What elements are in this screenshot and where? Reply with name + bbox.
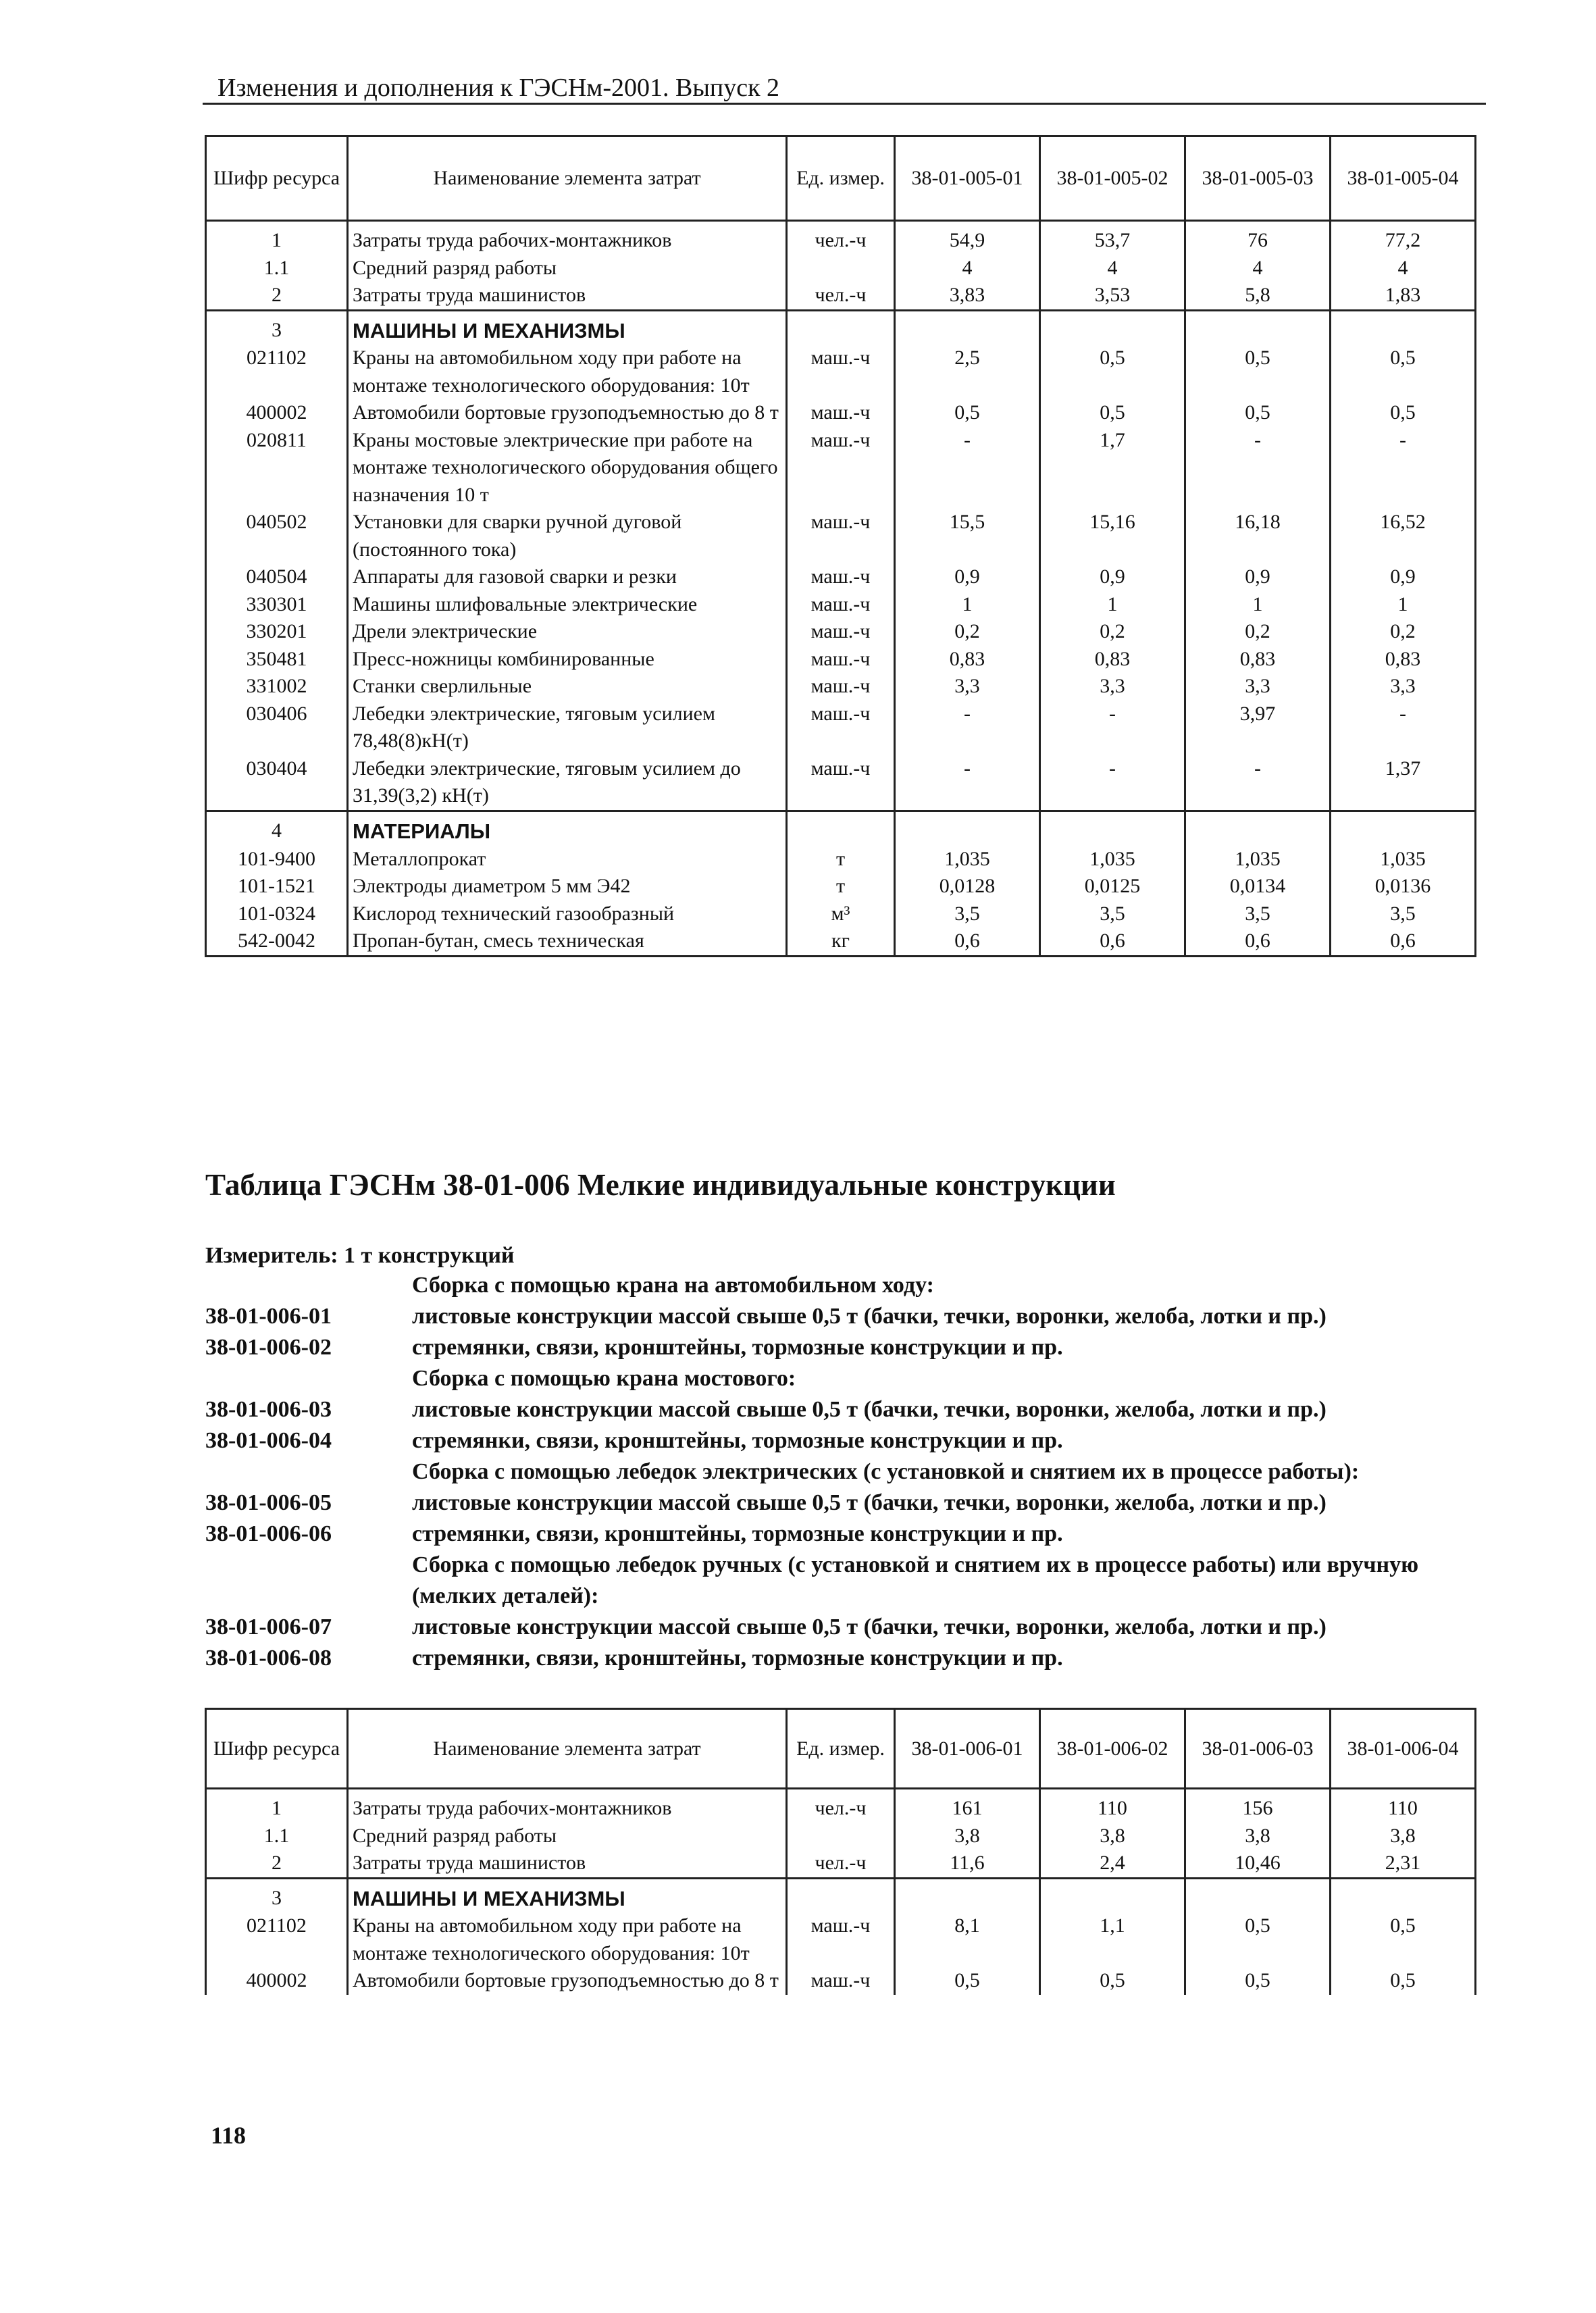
norm-value: 15,16 [1040,509,1185,563]
spec-item [205,1488,1475,1519]
norm-value: 3,3 [1040,673,1185,701]
spec-text: листовые конструкции массой свыше 0,5 т (бачки, течки, воронки, желоба, лотки и пр.) [412,1304,1327,1329]
spec-group-heading [205,1363,1475,1394]
norm-value [1040,1878,1185,1912]
measure-unit: Измеритель: 1 т конструкций [205,1243,515,1268]
cost-item-name: Затраты труда рабочих-монтажников [348,221,787,255]
spec-group-heading [205,1270,1475,1301]
norm-value: - [895,701,1040,755]
cost-item-name: Установки для сварки ручной дуговой (постоянного тока) [348,509,787,563]
unit-cell: маш.-ч [787,755,895,811]
cost-table-005 [205,135,1476,957]
table-row [206,873,1476,900]
unit-cell [787,1823,895,1850]
unit-cell [787,255,895,282]
cost-item-name: Средний разряд работы [348,1823,787,1850]
header-code: Шифр ресурса [206,1709,348,1789]
norm-value: 1,035 [895,846,1040,873]
resource-code: 1 [206,221,348,255]
spec-text: стремянки, связи, кронштейны, тормозные конструкции и пр. [412,1646,1063,1671]
cost-item-name: Кислород технический газообразный [348,900,787,928]
table-row [206,563,1476,591]
norm-value [1331,310,1476,345]
header-norm-code: 38-01-005-01 [895,136,1040,221]
table-row [206,1878,1476,1912]
spec-item [205,1519,1475,1550]
spec-code: 38-01-006-04 [205,1428,332,1453]
norm-value: 156 [1185,1789,1331,1823]
unit-cell: маш.-ч [787,1912,895,1967]
unit-cell: маш.-ч [787,673,895,701]
table-row [206,427,1476,509]
header-norm-code: 38-01-005-04 [1331,136,1476,221]
header-rule [203,103,1486,105]
resource-code: 021102 [206,345,348,399]
unit-cell: маш.-ч [787,427,895,509]
resource-code: 330301 [206,591,348,619]
running-header: Изменения и дополнения к ГЭСНм-2001. Выпуск 2 [217,74,780,102]
resource-code: 3 [206,1878,348,1912]
header-name: Наименование элемента затрат [348,136,787,221]
spec-item [205,1612,1475,1643]
resource-code: 2 [206,1850,348,1878]
cost-item-name: Станки сверлильные [348,673,787,701]
cost-item-name: Лебедки электрические, тяговым усилием до 31,39(3,2) кН(т) [348,755,787,811]
norm-value: - [1185,427,1331,509]
spec-code: 38-01-006-01 [205,1304,332,1329]
norm-value: 1,035 [1331,846,1476,873]
resource-code: 021102 [206,1912,348,1967]
cost-item-name: Средний разряд работы [348,255,787,282]
norm-value: 0,0128 [895,873,1040,900]
norm-value: 3,8 [1040,1823,1185,1850]
header-unit: Ед. измер. [787,1709,895,1789]
resource-code: 040504 [206,563,348,591]
norm-value: 0,6 [1040,927,1185,956]
spec-item [205,1643,1475,1674]
spec-text: Сборка с помощью лебедок электрических (с установкой и снятием их в процессе работы): [412,1459,1360,1484]
unit-cell: т [787,873,895,900]
spec-code: 38-01-006-03 [205,1397,332,1422]
unit-cell: чел.-ч [787,282,895,310]
cost-item-name: Аппараты для газовой сварки и резки [348,563,787,591]
norm-value: 1,7 [1040,427,1185,509]
cost-table-006 [205,1708,1476,1995]
header-norm-code: 38-01-006-03 [1185,1709,1331,1789]
norm-value: 1,37 [1331,755,1476,811]
work-composition-list [205,1270,1475,1674]
norm-value: 0,83 [1040,646,1185,673]
norm-value: 0,5 [895,1967,1040,1995]
cost-item-name: Краны на автомобильном ходу при работе на монтаже технологического оборудования: 10т [348,1912,787,1967]
table-row [206,1912,1476,1967]
table-row [206,927,1476,956]
cost-item-name: Пропан-бутан, смесь техническая [348,927,787,956]
table-row [206,345,1476,399]
norm-value: 0,2 [1185,618,1331,646]
table-row [206,701,1476,755]
norm-value [1185,310,1331,345]
norm-value: 0,5 [1331,1912,1476,1967]
norm-value: 0,5 [1185,399,1331,427]
header-norm-code: 38-01-005-03 [1185,136,1331,221]
norm-value: 3,8 [895,1823,1040,1850]
norm-value [1185,811,1331,845]
norm-value: 0,5 [1040,345,1185,399]
norm-value: 0,0125 [1040,873,1185,900]
resource-code: 400002 [206,399,348,427]
table-row [206,673,1476,701]
norm-value: 161 [895,1789,1040,1823]
header-norm-code: 38-01-005-02 [1040,136,1185,221]
spec-code [205,1363,412,1394]
cost-item-name: Дрели электрические [348,618,787,646]
table-row [206,591,1476,619]
norm-value: - [1185,755,1331,811]
resource-code: 4 [206,811,348,845]
table-row [206,1967,1476,1995]
table-row [206,509,1476,563]
norm-value [895,1878,1040,1912]
norm-value [1331,1878,1476,1912]
norm-value [895,310,1040,345]
table-row [206,1850,1476,1878]
norm-value: 54,9 [895,221,1040,255]
norm-value: 76 [1185,221,1331,255]
norm-value: 15,5 [895,509,1040,563]
norm-value: 0,0134 [1185,873,1331,900]
norm-value: 1,1 [1040,1912,1185,1967]
norm-value: 0,83 [895,646,1040,673]
cost-item-name: Затраты труда машинистов [348,1850,787,1878]
resource-code: 101-9400 [206,846,348,873]
unit-cell: маш.-ч [787,646,895,673]
norm-value: - [1040,755,1185,811]
spec-code: 38-01-006-02 [205,1335,332,1360]
norm-value: 11,6 [895,1850,1040,1878]
unit-cell: чел.-ч [787,1789,895,1823]
spec-group-heading [205,1456,1475,1488]
spec-text: стремянки, связи, кронштейны, тормозные конструкции и пр. [412,1428,1063,1453]
norm-value: 1,035 [1040,846,1185,873]
norm-value: 1 [1185,591,1331,619]
norm-value: 16,52 [1331,509,1476,563]
norm-value: 1,035 [1185,846,1331,873]
norm-value: 2,5 [895,345,1040,399]
resource-code: 350481 [206,646,348,673]
norm-value: - [1331,701,1476,755]
norm-value: 1,83 [1331,282,1476,310]
resource-code: 400002 [206,1967,348,1995]
norm-value: 3,5 [1331,900,1476,928]
resource-code: 331002 [206,673,348,701]
resource-code: 101-0324 [206,900,348,928]
norm-value: 2,31 [1331,1850,1476,1878]
norm-value: 4 [1185,255,1331,282]
table-row [206,755,1476,811]
norm-value: 1 [1040,591,1185,619]
unit-cell [787,310,895,345]
header-code: Шифр ресурса [206,136,348,221]
header-unit: Ед. измер. [787,136,895,221]
norm-value: 0,5 [1331,1967,1476,1995]
norm-value: 3,53 [1040,282,1185,310]
norm-value: 0,9 [1040,563,1185,591]
section-heading: МАШИНЫ И МЕХАНИЗМЫ [348,310,787,345]
section-heading: МАТЕРИАЛЫ [348,811,787,845]
resource-code: 020811 [206,427,348,509]
unit-cell: маш.-ч [787,509,895,563]
norm-value: 0,2 [1331,618,1476,646]
spec-text: листовые конструкции массой свыше 0,5 т (бачки, течки, воронки, желоба, лотки и пр.) [412,1615,1327,1640]
cost-item-name: Пресс-ножницы комбинированные [348,646,787,673]
norm-value: 3,5 [895,900,1040,928]
norm-value: 3,3 [1331,673,1476,701]
norm-value: 2,4 [1040,1850,1185,1878]
norm-value [1331,811,1476,845]
norm-value [1185,1878,1331,1912]
spec-code [205,1550,412,1612]
header-norm-code: 38-01-006-04 [1331,1709,1476,1789]
norm-value: 110 [1331,1789,1476,1823]
norm-value: 0,5 [1040,399,1185,427]
page-number: 118 [211,2122,247,2149]
spec-text: стремянки, связи, кронштейны, тормозные конструкции и пр. [412,1521,1063,1546]
unit-cell: маш.-ч [787,701,895,755]
table-row [206,900,1476,928]
resource-code: 040502 [206,509,348,563]
resource-code: 542-0042 [206,927,348,956]
norm-value: 0,2 [895,618,1040,646]
unit-cell: кг [787,927,895,956]
norm-value: 8,1 [895,1912,1040,1967]
norm-value: 3,83 [895,282,1040,310]
norm-value: 0,6 [1331,927,1476,956]
spec-code [205,1270,412,1301]
norm-value: 3,8 [1185,1823,1331,1850]
spec-item [205,1301,1475,1332]
norm-value: 0,9 [1185,563,1331,591]
norm-value: 1 [895,591,1040,619]
norm-value: 77,2 [1331,221,1476,255]
spec-item [205,1425,1475,1456]
spec-text: стремянки, связи, кронштейны, тормозные конструкции и пр. [412,1335,1063,1360]
norm-value: 3,3 [895,673,1040,701]
resource-code: 3 [206,310,348,345]
cost-item-name: Затраты труда машинистов [348,282,787,310]
resource-code: 1.1 [206,255,348,282]
unit-cell: маш.-ч [787,563,895,591]
norm-value: 0,5 [1185,345,1331,399]
cost-item-name: Краны на автомобильном ходу при работе на монтаже технологического оборудования: 10т [348,345,787,399]
resource-code: 030404 [206,755,348,811]
cost-item-name: Автомобили бортовые грузоподъемностью до 8 т [348,1967,787,1995]
resource-code: 101-1521 [206,873,348,900]
spec-text: листовые конструкции массой свыше 0,5 т (бачки, течки, воронки, желоба, лотки и пр.) [412,1490,1327,1515]
spec-code [205,1456,412,1488]
norm-value: 16,18 [1185,509,1331,563]
section-heading: МАШИНЫ И МЕХАНИЗМЫ [348,1878,787,1912]
unit-cell: м³ [787,900,895,928]
spec-text: Сборка с помощью крана на автомобильном ходу: [412,1273,934,1298]
norm-value: 0,9 [1331,563,1476,591]
spec-text: Сборка с помощью лебедок ручных (с установкой и снятием их в процессе работы) или вручную (мелких деталей): [412,1552,1419,1608]
table-row [206,646,1476,673]
cost-item-name: Металлопрокат [348,846,787,873]
norm-value: 0,6 [1185,927,1331,956]
norm-value: 0,83 [1185,646,1331,673]
unit-cell [787,1878,895,1912]
norm-value: 0,5 [1331,345,1476,399]
spec-group-heading [205,1550,1475,1612]
table-row [206,811,1476,845]
unit-cell: чел.-ч [787,221,895,255]
norm-value: 0,5 [1331,399,1476,427]
norm-value: 0,83 [1331,646,1476,673]
unit-cell: маш.-ч [787,618,895,646]
norm-value [1040,310,1185,345]
norm-value: 0,9 [895,563,1040,591]
cost-item-name: Электроды диаметром 5 мм Э42 [348,873,787,900]
norm-value: 10,46 [1185,1850,1331,1878]
table-row [206,221,1476,255]
header-name: Наименование элемента затрат [348,1709,787,1789]
unit-cell: маш.-ч [787,399,895,427]
cost-item-name: Краны мостовые электрические при работе на монтаже технологического оборудования общего назначения 10 т [348,427,787,509]
cost-item-name: Затраты труда рабочих-монтажников [348,1789,787,1823]
resource-code: 1 [206,1789,348,1823]
table-title: Таблица ГЭСНм 38-01-006 Мелкие индивидуальные конструкции [205,1168,1116,1202]
cost-item-name: Автомобили бортовые грузоподъемностью до 8 т [348,399,787,427]
norm-value: 3,5 [1040,900,1185,928]
spec-text: Сборка с помощью крана мостового: [412,1366,796,1391]
norm-value: 1 [1331,591,1476,619]
unit-cell: маш.-ч [787,591,895,619]
norm-value: 0,6 [895,927,1040,956]
table-row [206,310,1476,345]
unit-cell: т [787,846,895,873]
norm-value: 0,5 [1185,1967,1331,1995]
unit-cell [787,811,895,845]
norm-value: 4 [1331,255,1476,282]
header-norm-code: 38-01-006-01 [895,1709,1040,1789]
table-row [206,618,1476,646]
resource-code: 2 [206,282,348,310]
norm-value: - [895,755,1040,811]
resource-code: 1.1 [206,1823,348,1850]
table-row [206,846,1476,873]
norm-value: 0,5 [895,399,1040,427]
unit-cell: маш.-ч [787,345,895,399]
cost-item-name: Лебедки электрические, тяговым усилием 78,48(8)кН(т) [348,701,787,755]
norm-value: - [895,427,1040,509]
unit-cell: маш.-ч [787,1967,895,1995]
table-row [206,255,1476,282]
norm-value: 0,2 [1040,618,1185,646]
table-row [206,282,1476,310]
spec-code: 38-01-006-05 [205,1490,332,1515]
spec-code: 38-01-006-06 [205,1521,332,1546]
norm-value: 4 [895,255,1040,282]
norm-value: 5,8 [1185,282,1331,310]
norm-value [1040,811,1185,845]
spec-code: 38-01-006-08 [205,1646,332,1671]
norm-value [895,811,1040,845]
norm-value: 3,3 [1185,673,1331,701]
norm-value: 3,5 [1185,900,1331,928]
spec-item [205,1332,1475,1363]
resource-code: 330201 [206,618,348,646]
norm-value: - [1040,701,1185,755]
cost-item-name: Машины шлифовальные электрические [348,591,787,619]
unit-cell: чел.-ч [787,1850,895,1878]
resource-code: 030406 [206,701,348,755]
norm-value: 0,0136 [1331,873,1476,900]
norm-value: - [1331,427,1476,509]
table-row [206,399,1476,427]
norm-value: 53,7 [1040,221,1185,255]
norm-value: 4 [1040,255,1185,282]
spec-code: 38-01-006-07 [205,1615,332,1640]
spec-item [205,1394,1475,1425]
spec-text: листовые конструкции массой свыше 0,5 т (бачки, течки, воронки, желоба, лотки и пр.) [412,1397,1327,1422]
norm-value: 110 [1040,1789,1185,1823]
table-row [206,1823,1476,1850]
table-row [206,1789,1476,1823]
norm-value: 3,97 [1185,701,1331,755]
norm-value: 0,5 [1185,1912,1331,1967]
header-norm-code: 38-01-006-02 [1040,1709,1185,1789]
norm-value: 3,8 [1331,1823,1476,1850]
norm-value: 0,5 [1040,1967,1185,1995]
